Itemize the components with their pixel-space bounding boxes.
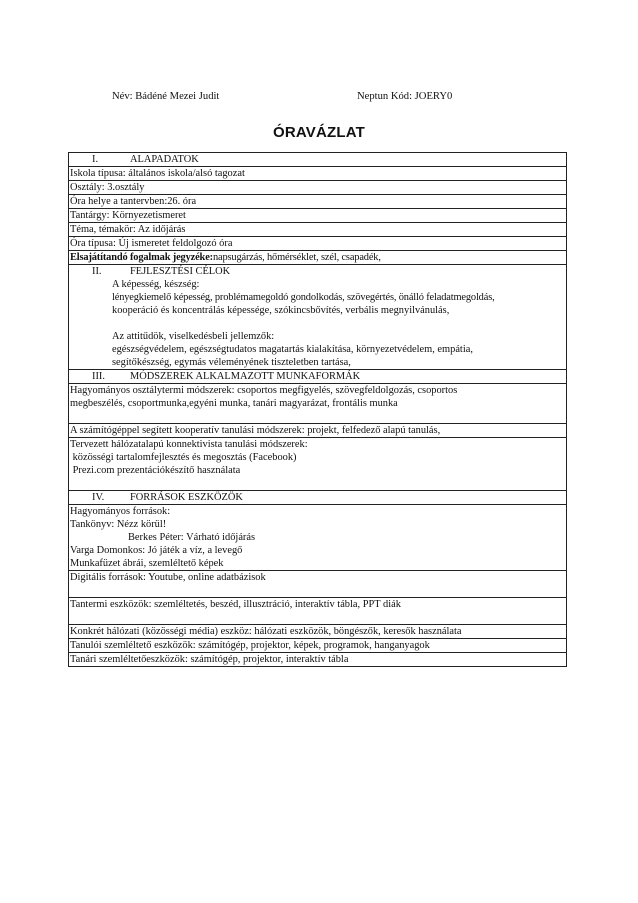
goals-block — [69, 278, 567, 370]
section-header-sources — [69, 491, 567, 505]
concepts-label: Elsajátítandó fogalmak jegyzéke: — [70, 252, 213, 263]
section-number: II. — [92, 266, 102, 277]
document-title: ÓRAVÁZLAT — [272, 124, 366, 141]
section-number: I. — [92, 154, 99, 165]
sources-teacher — [69, 653, 567, 667]
sources-line: Munkafüzet ábrái, szemléltető képek — [70, 558, 224, 569]
sources-digital — [69, 571, 567, 598]
section-number: III. — [92, 371, 105, 382]
methods-line: megbeszélés, csoportmunka,egyéni munka, tanári magyarázat, frontális munka — [70, 398, 398, 409]
section-header-goals — [69, 265, 567, 279]
concepts-value: napsugárzás, hőmérséklet, szél, csapadék, — [212, 252, 381, 263]
neptun-code: Neptun Kód: JOERY0 — [357, 91, 453, 102]
basics-row: Iskola típusa: általános iskola/alsó tagozat — [69, 167, 566, 181]
lesson-plan-table — [68, 152, 567, 667]
methods-line: Hagyományos osztálytermi módszerek: csoportos megfigyelés, szövegfeldolgozás, csoportos — [70, 385, 458, 396]
sources-line: Varga Domonkos: Jó játék a víz, a levegő — [70, 545, 243, 556]
sources-line: Tanulói szemléltető eszközök: számítógép, projektor, képek, programok, hanganyagok — [70, 640, 430, 651]
section-header-basics — [69, 153, 567, 167]
sources-line: Tanári szemléltetőeszközök: számítógép, projektor, interaktív tábla — [70, 654, 349, 665]
basics-row: Óra típusa: Új ismeretet feldolgozó óra — [69, 237, 566, 251]
section-label: ALAPADATOK — [130, 154, 199, 165]
sources-classroom — [69, 598, 567, 625]
author-name: Név: Bádéné Mezei Judit — [112, 91, 220, 102]
attitude-title: Az attitűdök, viselkedésbeli jellemzők: — [112, 331, 275, 342]
ability-title: A képesség, készség: — [112, 279, 200, 290]
methods-line: Prezi.com prezentációkészítő használata — [70, 465, 241, 476]
section-label: FORRÁSOK ESZKÖZÖK — [130, 492, 243, 503]
sources-line: Hagyományos források: — [70, 506, 171, 517]
section-number: IV. — [92, 492, 105, 503]
section-label: FEJLESZTÉSI CÉLOK — [130, 266, 231, 277]
basics-row: Téma, témakör: Az időjárás — [69, 223, 566, 237]
sources-network — [69, 625, 567, 639]
sources-line: Tantermi eszközök: szemléltetés, beszéd, illusztráció, interaktív tábla, PPT diák — [70, 599, 401, 610]
basics-block — [69, 167, 567, 265]
section-header-methods — [69, 370, 567, 384]
concepts-row — [69, 251, 566, 264]
sources-line: Konkrét hálózati (közösségi média) eszköz: hálózati eszközök, böngészők, keresők használata — [70, 626, 462, 637]
basics-row: Osztály: 3.osztály — [69, 181, 566, 195]
basics-row: Tantárgy: Környezetismeret — [69, 209, 566, 223]
ability-line: kooperáció és koncentrálás képessége, szókincsbővítés, verbális megnyilvánulás, — [112, 305, 450, 316]
attitude-line: segítőkészség, egymás véleményének tiszteletben tartása, — [112, 357, 351, 368]
attitude-line: egészségvédelem, egészségtudatos magatartás kialakítása, környezetvédelem, empátia, — [112, 344, 473, 355]
methods-network — [69, 438, 567, 491]
methods-line: Tervezett hálózatalapú konnektivista tanulási módszerek: — [70, 439, 308, 450]
methods-computer — [69, 424, 567, 438]
ability-line: lényegkiemelő képesség, problémamegoldó gondolkodás, szövegértés, önálló feladatmegoldás, — [112, 292, 495, 303]
basics-row: Óra helye a tantervben:26. óra — [69, 195, 566, 209]
section-label: MÓDSZEREK ALKALMAZOTT MUNKAFORMÁK — [130, 371, 361, 382]
sources-line: Berkes Péter: Várható időjárás — [128, 532, 256, 543]
methods-line: közösségi tartalomfejlesztés és megosztás (Facebook) — [70, 452, 297, 463]
sources-student — [69, 639, 567, 653]
sources-line: Tankönyv: Nézz körül! — [70, 519, 167, 530]
methods-traditional — [69, 384, 567, 424]
methods-line: A számítógéppel segített kooperatív tanulási módszerek: projekt, felfedező alapú tanulás, — [70, 425, 441, 436]
sources-traditional — [69, 505, 567, 571]
sources-line: Digitális források: Youtube, online adatbázisok — [70, 572, 266, 583]
